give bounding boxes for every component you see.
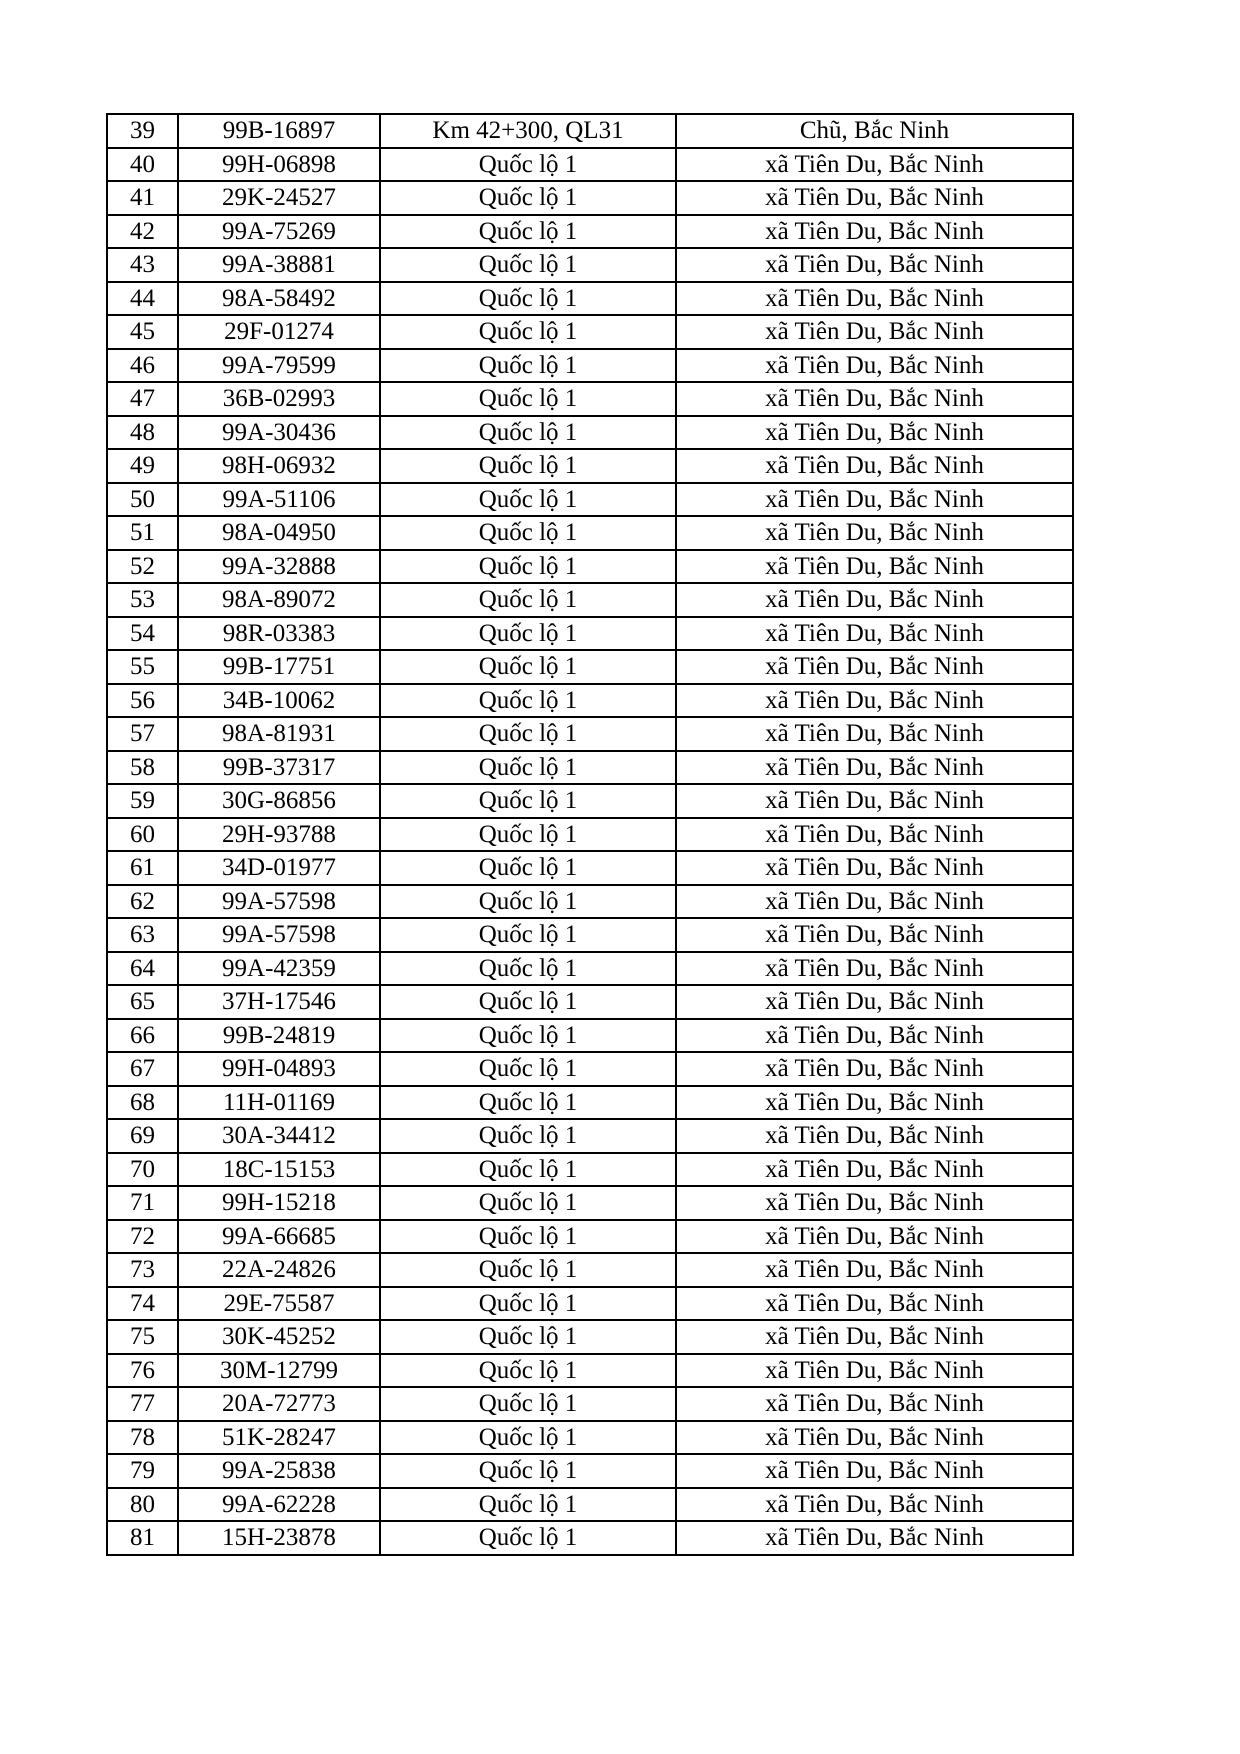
road-location-cell: Quốc lộ 1 bbox=[380, 1019, 676, 1053]
row-number-cell: 74 bbox=[107, 1287, 178, 1321]
road-location-cell: Quốc lộ 1 bbox=[380, 985, 676, 1019]
road-location-cell: Quốc lộ 1 bbox=[380, 784, 676, 818]
row-number-cell: 53 bbox=[107, 583, 178, 617]
license-plate-cell: 99H-15218 bbox=[178, 1186, 380, 1220]
table-row bbox=[107, 382, 1073, 416]
table-row bbox=[107, 248, 1073, 282]
road-location-cell: Quốc lộ 1 bbox=[380, 1086, 676, 1120]
locality-cell: Chũ, Bắc Ninh bbox=[676, 114, 1073, 148]
locality-cell: xã Tiên Du, Bắc Ninh bbox=[676, 550, 1073, 584]
table-row bbox=[107, 114, 1073, 148]
table-row bbox=[107, 1521, 1073, 1555]
table-row bbox=[107, 918, 1073, 952]
locality-cell: xã Tiên Du, Bắc Ninh bbox=[676, 382, 1073, 416]
table-row bbox=[107, 1488, 1073, 1522]
locality-cell: xã Tiên Du, Bắc Ninh bbox=[676, 717, 1073, 751]
locality-cell: xã Tiên Du, Bắc Ninh bbox=[676, 1253, 1073, 1287]
license-plate-cell: 99A-25838 bbox=[178, 1454, 380, 1488]
table-row bbox=[107, 617, 1073, 651]
license-plate-cell: 98A-58492 bbox=[178, 282, 380, 316]
table-row bbox=[107, 784, 1073, 818]
table-row bbox=[107, 851, 1073, 885]
locality-cell: xã Tiên Du, Bắc Ninh bbox=[676, 1052, 1073, 1086]
row-number-cell: 41 bbox=[107, 181, 178, 215]
license-plate-cell: 99B-16897 bbox=[178, 114, 380, 148]
table-row bbox=[107, 885, 1073, 919]
license-plate-cell: 34D-01977 bbox=[178, 851, 380, 885]
road-location-cell: Quốc lộ 1 bbox=[380, 1052, 676, 1086]
road-location-cell: Quốc lộ 1 bbox=[380, 282, 676, 316]
table-row bbox=[107, 1354, 1073, 1388]
table-row bbox=[107, 1253, 1073, 1287]
license-plate-cell: 15H-23878 bbox=[178, 1521, 380, 1555]
locality-cell: xã Tiên Du, Bắc Ninh bbox=[676, 918, 1073, 952]
row-number-cell: 39 bbox=[107, 114, 178, 148]
road-location-cell: Quốc lộ 1 bbox=[380, 1253, 676, 1287]
road-location-cell: Quốc lộ 1 bbox=[380, 516, 676, 550]
locality-cell: xã Tiên Du, Bắc Ninh bbox=[676, 583, 1073, 617]
locality-cell: xã Tiên Du, Bắc Ninh bbox=[676, 650, 1073, 684]
row-number-cell: 48 bbox=[107, 416, 178, 450]
locality-cell: xã Tiên Du, Bắc Ninh bbox=[676, 483, 1073, 517]
row-number-cell: 43 bbox=[107, 248, 178, 282]
license-plate-cell: 99B-24819 bbox=[178, 1019, 380, 1053]
table-row bbox=[107, 1153, 1073, 1187]
license-plate-cell: 20A-72773 bbox=[178, 1387, 380, 1421]
road-location-cell: Quốc lộ 1 bbox=[380, 1421, 676, 1455]
table-row bbox=[107, 985, 1073, 1019]
license-plate-cell: 98R-03383 bbox=[178, 617, 380, 651]
license-plate-cell: 99A-42359 bbox=[178, 952, 380, 986]
road-location-cell: Quốc lộ 1 bbox=[380, 1454, 676, 1488]
table-row bbox=[107, 1086, 1073, 1120]
license-plate-cell: 98A-04950 bbox=[178, 516, 380, 550]
row-number-cell: 42 bbox=[107, 215, 178, 249]
row-number-cell: 55 bbox=[107, 650, 178, 684]
table-row bbox=[107, 282, 1073, 316]
locality-cell: xã Tiên Du, Bắc Ninh bbox=[676, 1287, 1073, 1321]
license-plate-cell: 18C-15153 bbox=[178, 1153, 380, 1187]
license-plate-cell: 11H-01169 bbox=[178, 1086, 380, 1120]
road-location-cell: Quốc lộ 1 bbox=[380, 349, 676, 383]
license-plate-cell: 36B-02993 bbox=[178, 382, 380, 416]
locality-cell: xã Tiên Du, Bắc Ninh bbox=[676, 1153, 1073, 1187]
row-number-cell: 64 bbox=[107, 952, 178, 986]
row-number-cell: 70 bbox=[107, 1153, 178, 1187]
road-location-cell: Quốc lộ 1 bbox=[380, 1521, 676, 1555]
road-location-cell: Quốc lộ 1 bbox=[380, 918, 676, 952]
locality-cell: xã Tiên Du, Bắc Ninh bbox=[676, 181, 1073, 215]
license-plate-cell: 98H-06932 bbox=[178, 449, 380, 483]
locality-cell: xã Tiên Du, Bắc Ninh bbox=[676, 751, 1073, 785]
table-row bbox=[107, 516, 1073, 550]
road-location-cell: Quốc lộ 1 bbox=[380, 181, 676, 215]
road-location-cell: Quốc lộ 1 bbox=[380, 449, 676, 483]
table-body bbox=[107, 114, 1073, 1555]
road-location-cell: Quốc lộ 1 bbox=[380, 717, 676, 751]
license-plate-cell: 99A-32888 bbox=[178, 550, 380, 584]
road-location-cell: Quốc lộ 1 bbox=[380, 1119, 676, 1153]
locality-cell: xã Tiên Du, Bắc Ninh bbox=[676, 1019, 1073, 1053]
locality-cell: xã Tiên Du, Bắc Ninh bbox=[676, 1421, 1073, 1455]
road-location-cell: Quốc lộ 1 bbox=[380, 684, 676, 718]
license-plate-cell: 99A-66685 bbox=[178, 1220, 380, 1254]
license-plate-cell: 37H-17546 bbox=[178, 985, 380, 1019]
locality-cell: xã Tiên Du, Bắc Ninh bbox=[676, 851, 1073, 885]
table-row bbox=[107, 684, 1073, 718]
table-row bbox=[107, 449, 1073, 483]
locality-cell: xã Tiên Du, Bắc Ninh bbox=[676, 684, 1073, 718]
locality-cell: xã Tiên Du, Bắc Ninh bbox=[676, 1220, 1073, 1254]
license-plate-cell: 30K-45252 bbox=[178, 1320, 380, 1354]
row-number-cell: 60 bbox=[107, 818, 178, 852]
license-plate-cell: 99B-17751 bbox=[178, 650, 380, 684]
table-row bbox=[107, 818, 1073, 852]
table-row bbox=[107, 416, 1073, 450]
license-plate-cell: 99A-75269 bbox=[178, 215, 380, 249]
table-row bbox=[107, 215, 1073, 249]
row-number-cell: 66 bbox=[107, 1019, 178, 1053]
locality-cell: xã Tiên Du, Bắc Ninh bbox=[676, 1119, 1073, 1153]
license-plate-cell: 29K-24527 bbox=[178, 181, 380, 215]
locality-cell: xã Tiên Du, Bắc Ninh bbox=[676, 215, 1073, 249]
row-number-cell: 40 bbox=[107, 148, 178, 182]
row-number-cell: 71 bbox=[107, 1186, 178, 1220]
road-location-cell: Quốc lộ 1 bbox=[380, 885, 676, 919]
license-plate-cell: 99A-57598 bbox=[178, 918, 380, 952]
row-number-cell: 52 bbox=[107, 550, 178, 584]
license-plate-cell: 29E-75587 bbox=[178, 1287, 380, 1321]
locality-cell: xã Tiên Du, Bắc Ninh bbox=[676, 315, 1073, 349]
road-location-cell: Quốc lộ 1 bbox=[380, 1153, 676, 1187]
row-number-cell: 57 bbox=[107, 717, 178, 751]
locality-cell: xã Tiên Du, Bắc Ninh bbox=[676, 416, 1073, 450]
locality-cell: xã Tiên Du, Bắc Ninh bbox=[676, 248, 1073, 282]
row-number-cell: 77 bbox=[107, 1387, 178, 1421]
row-number-cell: 67 bbox=[107, 1052, 178, 1086]
locality-cell: xã Tiên Du, Bắc Ninh bbox=[676, 282, 1073, 316]
violation-table bbox=[106, 113, 1074, 1556]
locality-cell: xã Tiên Du, Bắc Ninh bbox=[676, 1086, 1073, 1120]
row-number-cell: 56 bbox=[107, 684, 178, 718]
table-row bbox=[107, 717, 1073, 751]
license-plate-cell: 99A-51106 bbox=[178, 483, 380, 517]
table-row bbox=[107, 181, 1073, 215]
road-location-cell: Quốc lộ 1 bbox=[380, 1186, 676, 1220]
license-plate-cell: 98A-89072 bbox=[178, 583, 380, 617]
row-number-cell: 73 bbox=[107, 1253, 178, 1287]
locality-cell: xã Tiên Du, Bắc Ninh bbox=[676, 1186, 1073, 1220]
table-row bbox=[107, 550, 1073, 584]
row-number-cell: 58 bbox=[107, 751, 178, 785]
road-location-cell: Quốc lộ 1 bbox=[380, 1220, 676, 1254]
table-row bbox=[107, 1454, 1073, 1488]
license-plate-cell: 30A-34412 bbox=[178, 1119, 380, 1153]
road-location-cell: Quốc lộ 1 bbox=[380, 416, 676, 450]
table-row bbox=[107, 952, 1073, 986]
row-number-cell: 69 bbox=[107, 1119, 178, 1153]
license-plate-cell: 99A-79599 bbox=[178, 349, 380, 383]
road-location-cell: Quốc lộ 1 bbox=[380, 851, 676, 885]
locality-cell: xã Tiên Du, Bắc Ninh bbox=[676, 784, 1073, 818]
table-row bbox=[107, 483, 1073, 517]
road-location-cell: Quốc lộ 1 bbox=[380, 382, 676, 416]
row-number-cell: 63 bbox=[107, 918, 178, 952]
table-row bbox=[107, 1421, 1073, 1455]
table-row bbox=[107, 1320, 1073, 1354]
road-location-cell: Quốc lộ 1 bbox=[380, 1287, 676, 1321]
table-row bbox=[107, 751, 1073, 785]
row-number-cell: 78 bbox=[107, 1421, 178, 1455]
road-location-cell: Quốc lộ 1 bbox=[380, 751, 676, 785]
locality-cell: xã Tiên Du, Bắc Ninh bbox=[676, 516, 1073, 550]
table-row bbox=[107, 1186, 1073, 1220]
license-plate-cell: 99H-04893 bbox=[178, 1052, 380, 1086]
table-row bbox=[107, 315, 1073, 349]
row-number-cell: 75 bbox=[107, 1320, 178, 1354]
row-number-cell: 59 bbox=[107, 784, 178, 818]
table-row bbox=[107, 1019, 1073, 1053]
license-plate-cell: 51K-28247 bbox=[178, 1421, 380, 1455]
road-location-cell: Quốc lộ 1 bbox=[380, 1387, 676, 1421]
locality-cell: xã Tiên Du, Bắc Ninh bbox=[676, 885, 1073, 919]
locality-cell: xã Tiên Du, Bắc Ninh bbox=[676, 1387, 1073, 1421]
road-location-cell: Quốc lộ 1 bbox=[380, 550, 676, 584]
license-plate-cell: 30G-86856 bbox=[178, 784, 380, 818]
row-number-cell: 54 bbox=[107, 617, 178, 651]
road-location-cell: Quốc lộ 1 bbox=[380, 952, 676, 986]
table-row bbox=[107, 1287, 1073, 1321]
row-number-cell: 50 bbox=[107, 483, 178, 517]
locality-cell: xã Tiên Du, Bắc Ninh bbox=[676, 985, 1073, 1019]
row-number-cell: 44 bbox=[107, 282, 178, 316]
row-number-cell: 62 bbox=[107, 885, 178, 919]
license-plate-cell: 34B-10062 bbox=[178, 684, 380, 718]
road-location-cell: Quốc lộ 1 bbox=[380, 1354, 676, 1388]
road-location-cell: Quốc lộ 1 bbox=[380, 818, 676, 852]
license-plate-cell: 99A-30436 bbox=[178, 416, 380, 450]
license-plate-cell: 22A-24826 bbox=[178, 1253, 380, 1287]
license-plate-cell: 99A-38881 bbox=[178, 248, 380, 282]
license-plate-cell: 99B-37317 bbox=[178, 751, 380, 785]
road-location-cell: Quốc lộ 1 bbox=[380, 315, 676, 349]
road-location-cell: Quốc lộ 1 bbox=[380, 215, 676, 249]
table-row bbox=[107, 349, 1073, 383]
road-location-cell: Quốc lộ 1 bbox=[380, 583, 676, 617]
license-plate-cell: 29F-01274 bbox=[178, 315, 380, 349]
locality-cell: xã Tiên Du, Bắc Ninh bbox=[676, 1354, 1073, 1388]
table-row bbox=[107, 1052, 1073, 1086]
license-plate-cell: 98A-81931 bbox=[178, 717, 380, 751]
road-location-cell: Quốc lộ 1 bbox=[380, 650, 676, 684]
road-location-cell: Quốc lộ 1 bbox=[380, 148, 676, 182]
table-row bbox=[107, 583, 1073, 617]
table-row bbox=[107, 1119, 1073, 1153]
road-location-cell: Quốc lộ 1 bbox=[380, 617, 676, 651]
row-number-cell: 65 bbox=[107, 985, 178, 1019]
locality-cell: xã Tiên Du, Bắc Ninh bbox=[676, 449, 1073, 483]
road-location-cell: Quốc lộ 1 bbox=[380, 1320, 676, 1354]
locality-cell: xã Tiên Du, Bắc Ninh bbox=[676, 1521, 1073, 1555]
locality-cell: xã Tiên Du, Bắc Ninh bbox=[676, 1454, 1073, 1488]
locality-cell: xã Tiên Du, Bắc Ninh bbox=[676, 952, 1073, 986]
license-plate-cell: 99A-57598 bbox=[178, 885, 380, 919]
locality-cell: xã Tiên Du, Bắc Ninh bbox=[676, 349, 1073, 383]
road-location-cell: Quốc lộ 1 bbox=[380, 248, 676, 282]
license-plate-cell: 29H-93788 bbox=[178, 818, 380, 852]
row-number-cell: 61 bbox=[107, 851, 178, 885]
row-number-cell: 76 bbox=[107, 1354, 178, 1388]
locality-cell: xã Tiên Du, Bắc Ninh bbox=[676, 1320, 1073, 1354]
license-plate-cell: 30M-12799 bbox=[178, 1354, 380, 1388]
table-row bbox=[107, 1220, 1073, 1254]
road-location-cell: Km 42+300, QL31 bbox=[380, 114, 676, 148]
road-location-cell: Quốc lộ 1 bbox=[380, 1488, 676, 1522]
row-number-cell: 46 bbox=[107, 349, 178, 383]
locality-cell: xã Tiên Du, Bắc Ninh bbox=[676, 1488, 1073, 1522]
row-number-cell: 45 bbox=[107, 315, 178, 349]
row-number-cell: 51 bbox=[107, 516, 178, 550]
row-number-cell: 81 bbox=[107, 1521, 178, 1555]
road-location-cell: Quốc lộ 1 bbox=[380, 483, 676, 517]
locality-cell: xã Tiên Du, Bắc Ninh bbox=[676, 148, 1073, 182]
table-row bbox=[107, 650, 1073, 684]
locality-cell: xã Tiên Du, Bắc Ninh bbox=[676, 617, 1073, 651]
row-number-cell: 68 bbox=[107, 1086, 178, 1120]
license-plate-cell: 99A-62228 bbox=[178, 1488, 380, 1522]
row-number-cell: 79 bbox=[107, 1454, 178, 1488]
row-number-cell: 47 bbox=[107, 382, 178, 416]
row-number-cell: 49 bbox=[107, 449, 178, 483]
table-row bbox=[107, 1387, 1073, 1421]
row-number-cell: 80 bbox=[107, 1488, 178, 1522]
license-plate-cell: 99H-06898 bbox=[178, 148, 380, 182]
table-row bbox=[107, 148, 1073, 182]
row-number-cell: 72 bbox=[107, 1220, 178, 1254]
locality-cell: xã Tiên Du, Bắc Ninh bbox=[676, 818, 1073, 852]
